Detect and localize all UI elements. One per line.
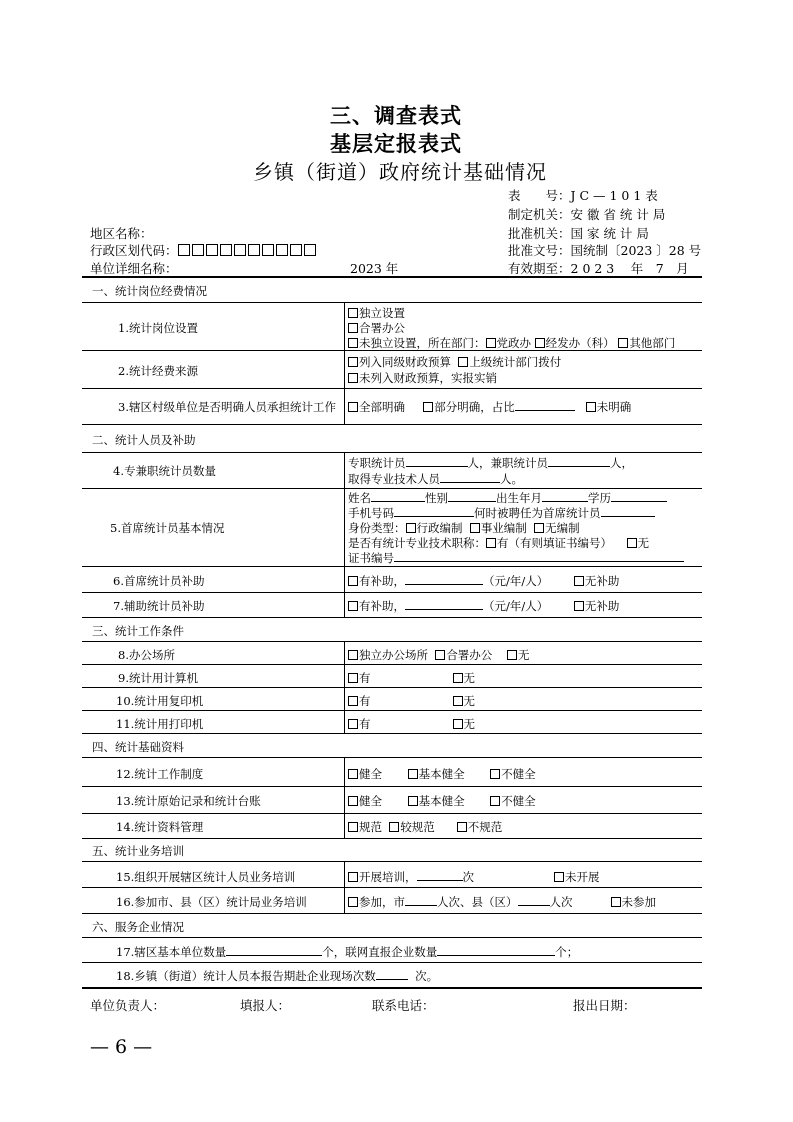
rule (82, 302, 702, 303)
checkbox[interactable] (453, 696, 463, 706)
region-name-label: 地区名称： (90, 226, 153, 241)
rule (82, 757, 702, 758)
subsidy-blank[interactable] (405, 573, 483, 585)
form-number-label: 表 号： (508, 188, 571, 203)
checkbox[interactable] (453, 719, 463, 729)
checkbox[interactable] (348, 576, 358, 586)
rule (82, 592, 702, 593)
ratio-blank[interactable] (515, 399, 575, 411)
approver: 国 家 统 计 局 (570, 226, 649, 241)
funding-options-row: 列入同级财政预算 上级统计部门拨付 (348, 354, 561, 370)
chief-cert-row: 证书编号 (348, 550, 684, 566)
code-digit-box[interactable] (206, 244, 218, 256)
rule (82, 664, 702, 665)
item-label: 13.统计原始记录和统计台账 (116, 794, 261, 808)
item-label: 9.统计用计算机 (118, 671, 198, 685)
unit-count-blank[interactable] (226, 944, 322, 956)
item-label: 5.首席统计员基本情况 (110, 521, 225, 535)
item-label: 15.组织开展辖区统计人员业务培训 (116, 870, 296, 884)
code-digit-box[interactable] (262, 244, 274, 256)
checkbox[interactable] (348, 769, 358, 779)
records-options: 健全 基本健全 不健全 (348, 793, 536, 809)
valid-until: 2 0 2 3 年 7 月 (570, 261, 689, 276)
approver-label: 批准机关： (508, 226, 571, 241)
doc-number: 国统制〔2023 〕28 号 (570, 243, 702, 258)
enterprise-count-blank[interactable] (437, 944, 555, 956)
checkbox[interactable] (486, 338, 496, 348)
rule (82, 388, 702, 389)
cert-blank[interactable] (394, 550, 684, 562)
code-digit-box[interactable] (220, 244, 232, 256)
valid-until-row (508, 259, 689, 277)
column-divider (344, 452, 345, 617)
section-header: 六、服务企业情况 (92, 920, 184, 934)
funding-option-row-2: 未列入财政预算，实报实销 (348, 370, 497, 386)
section-header: 一、统计岗位经费情况 (92, 284, 207, 298)
office-options: 独立办公场所 合署办公 无 (348, 647, 529, 663)
checkbox[interactable] (423, 402, 433, 412)
training-times-blank[interactable] (417, 869, 463, 881)
checkbox[interactable] (348, 872, 358, 882)
valid-until-label: 有效期至： (508, 261, 571, 276)
checkbox[interactable] (406, 523, 416, 533)
title-line-1: 三、调查表式 (330, 104, 462, 128)
item-label: 11.统计用打印机 (116, 717, 204, 731)
section-header: 五、统计业务培训 (92, 844, 184, 858)
staff-count-row: 专职统计员 人，兼职统计员 人， (348, 456, 633, 470)
report-date-label: 报出日期： (573, 998, 636, 1013)
section-header: 四、统计基础资料 (92, 740, 184, 754)
checkbox[interactable] (348, 601, 358, 611)
item-label: 14.统计资料管理 (116, 820, 204, 834)
checkbox[interactable] (490, 796, 500, 806)
rule-top (82, 276, 702, 278)
checkbox[interactable] (574, 576, 584, 586)
computer-options: 有 无 (348, 670, 475, 686)
column-divider (344, 641, 345, 733)
rule (82, 452, 702, 453)
title-line-2: 基层定报表式 (330, 132, 462, 156)
checkbox[interactable] (348, 796, 358, 806)
checkbox[interactable] (486, 538, 496, 548)
rule (82, 488, 702, 489)
rule (82, 617, 702, 618)
phone-label: 联系电话： (372, 998, 435, 1013)
issuer: 安 徽 省 统 计 局 (570, 207, 666, 222)
village-staff-options: 全部明确 部分明确，占比 未明确 (348, 399, 631, 415)
region-code-label: 行政区划代码： (90, 243, 178, 258)
column-divider (344, 757, 345, 838)
doc-number-row (508, 241, 701, 259)
item-label: 7.辅助统计员补助 (113, 599, 205, 613)
option-not-independent-row: 未独立设置，所在部门： 党政办 经发办（科） 其他部门 (348, 335, 675, 351)
county-blank[interactable] (518, 894, 550, 906)
checkbox[interactable] (534, 523, 544, 533)
gender-blank[interactable] (448, 490, 496, 502)
checkbox[interactable] (348, 323, 358, 333)
approver-row (508, 224, 649, 242)
checkbox[interactable] (627, 538, 637, 548)
checkbox[interactable] (348, 897, 358, 907)
rule (82, 861, 702, 862)
rule (82, 813, 702, 814)
appointed-blank[interactable] (601, 505, 655, 517)
chief-status-row: 身份类型： 行政编制 事业编制 无编制 (348, 521, 580, 535)
birth-blank[interactable] (542, 490, 588, 502)
parttime-blank[interactable] (548, 455, 610, 467)
rule (82, 838, 702, 839)
checkbox[interactable] (435, 650, 445, 660)
code-digit-box[interactable] (192, 244, 204, 256)
assistant-subsidy-row: 有补助， （元/年/人） 无补助 (348, 598, 619, 614)
region-code-row (90, 241, 318, 259)
option-independent[interactable]: 独立设置 (348, 305, 405, 321)
rule (82, 710, 702, 711)
rule (82, 962, 702, 963)
rule (82, 687, 702, 688)
checkbox[interactable] (389, 822, 399, 832)
issuer-row (508, 205, 665, 223)
chief-phone-row: 手机号码 何时被聘任为首席统计员 (348, 505, 655, 521)
checkbox[interactable] (574, 601, 584, 611)
option-joint-office[interactable]: 合署办公 (348, 320, 405, 336)
rule (82, 424, 702, 425)
item-label: 16.参加市、县（区）统计局业务培训 (116, 895, 307, 909)
system-options: 健全 基本健全 不健全 (348, 766, 536, 782)
code-digit-box[interactable] (304, 244, 316, 256)
visit-count-row: 18.乡镇（街道）统计人员本报告期赴企业现场次数 次。 (116, 969, 439, 983)
copier-options: 有 无 (348, 693, 475, 709)
column-divider (344, 861, 345, 913)
rule-bottom (82, 987, 702, 989)
report-year: 2023 年 (350, 261, 399, 276)
chief-subsidy-row: 有补助， （元/年/人） 无补助 (348, 573, 619, 589)
chief-title-row: 是否有统计专业技术职称： 有（有则填证书编号） 无 (348, 536, 650, 550)
item-label: 8.办公场所 (118, 648, 175, 662)
training-options: 开展培训， 次 未开展 (348, 869, 600, 885)
checkbox[interactable] (507, 650, 517, 660)
unit-head-label: 单位负责人： (90, 998, 166, 1013)
checkbox[interactable] (348, 402, 358, 412)
checkbox[interactable] (348, 696, 358, 706)
checkbox[interactable] (554, 872, 564, 882)
visit-count-blank[interactable] (376, 968, 408, 980)
code-digit-box[interactable] (276, 244, 288, 256)
rule (82, 733, 702, 734)
checkbox[interactable] (408, 796, 418, 806)
checkbox[interactable] (586, 402, 596, 412)
title-line-3: 乡镇（街道）政府统计基础情况 (253, 160, 547, 184)
qualified-staff-row: 取得专业技术人员 人。 (348, 472, 523, 486)
city-blank[interactable] (405, 894, 437, 906)
archive-options: 规范 较规范 不规范 (348, 819, 502, 835)
phone-blank[interactable] (394, 505, 474, 517)
checkbox[interactable] (490, 769, 500, 779)
checkbox[interactable] (348, 308, 358, 318)
rule (82, 887, 702, 888)
code-digit-box[interactable] (178, 244, 190, 256)
issuer-label: 制定机关： (508, 207, 571, 222)
page-number: — 6 — (90, 1036, 153, 1058)
rule (82, 937, 702, 938)
checkbox[interactable] (535, 338, 545, 348)
item-label: 1.统计岗位设置 (118, 321, 198, 335)
external-training-options: 参加，市 人次、县（区） 人次 未参加 (348, 894, 656, 910)
item-label: 10.统计用复印机 (116, 694, 204, 708)
chief-basic-row: 姓名 性别 出生年月 学历 (348, 490, 667, 506)
rule (82, 641, 702, 642)
rule (82, 786, 702, 787)
education-blank[interactable] (611, 490, 667, 502)
code-digit-box[interactable] (234, 244, 246, 256)
checkbox[interactable] (618, 338, 628, 348)
printer-options: 有 无 (348, 716, 475, 732)
checkbox[interactable] (611, 897, 621, 907)
subsidy-blank[interactable] (405, 598, 483, 610)
rule (82, 566, 702, 567)
item-label: 4.专兼职统计员数量 (113, 464, 216, 478)
item-label: 3.辖区村级单位是否明确人员承担统计工作 (118, 400, 336, 414)
doc-number-label: 批准文号： (508, 243, 571, 258)
item-label: 2.统计经费来源 (118, 364, 198, 378)
checkbox[interactable] (408, 769, 418, 779)
checkbox[interactable] (348, 719, 358, 729)
form-number-row (508, 186, 658, 204)
unit-count-row: 17.辖区基本单位数量 个，联网直报企业数量 个； (116, 945, 579, 959)
checkbox[interactable] (348, 373, 358, 383)
checkbox[interactable] (348, 338, 358, 348)
checkbox[interactable] (457, 822, 467, 832)
qualified-blank[interactable] (440, 471, 500, 483)
filler-label: 填报人： (240, 998, 291, 1013)
column-divider (344, 302, 345, 424)
item-label: 12.统计工作制度 (116, 767, 204, 781)
checkbox[interactable] (470, 523, 480, 533)
checkbox[interactable] (458, 357, 468, 367)
item-label: 6.首席统计员补助 (113, 574, 205, 588)
name-blank[interactable] (371, 490, 425, 502)
form-number: J C — 1 0 1 表 (570, 188, 658, 203)
checkbox[interactable] (348, 357, 358, 367)
region-code-boxes[interactable] (178, 243, 318, 258)
fulltime-blank[interactable] (406, 455, 468, 467)
code-digit-box[interactable] (248, 244, 260, 256)
checkbox[interactable] (348, 673, 358, 683)
checkbox[interactable] (453, 673, 463, 683)
code-digit-box[interactable] (290, 244, 302, 256)
rule (82, 913, 702, 914)
checkbox[interactable] (348, 822, 358, 832)
unit-name-label: 单位详细名称： (90, 261, 178, 276)
section-header: 三、统计工作条件 (92, 624, 184, 638)
checkbox[interactable] (348, 650, 358, 660)
section-header: 二、统计人员及补助 (92, 433, 196, 447)
